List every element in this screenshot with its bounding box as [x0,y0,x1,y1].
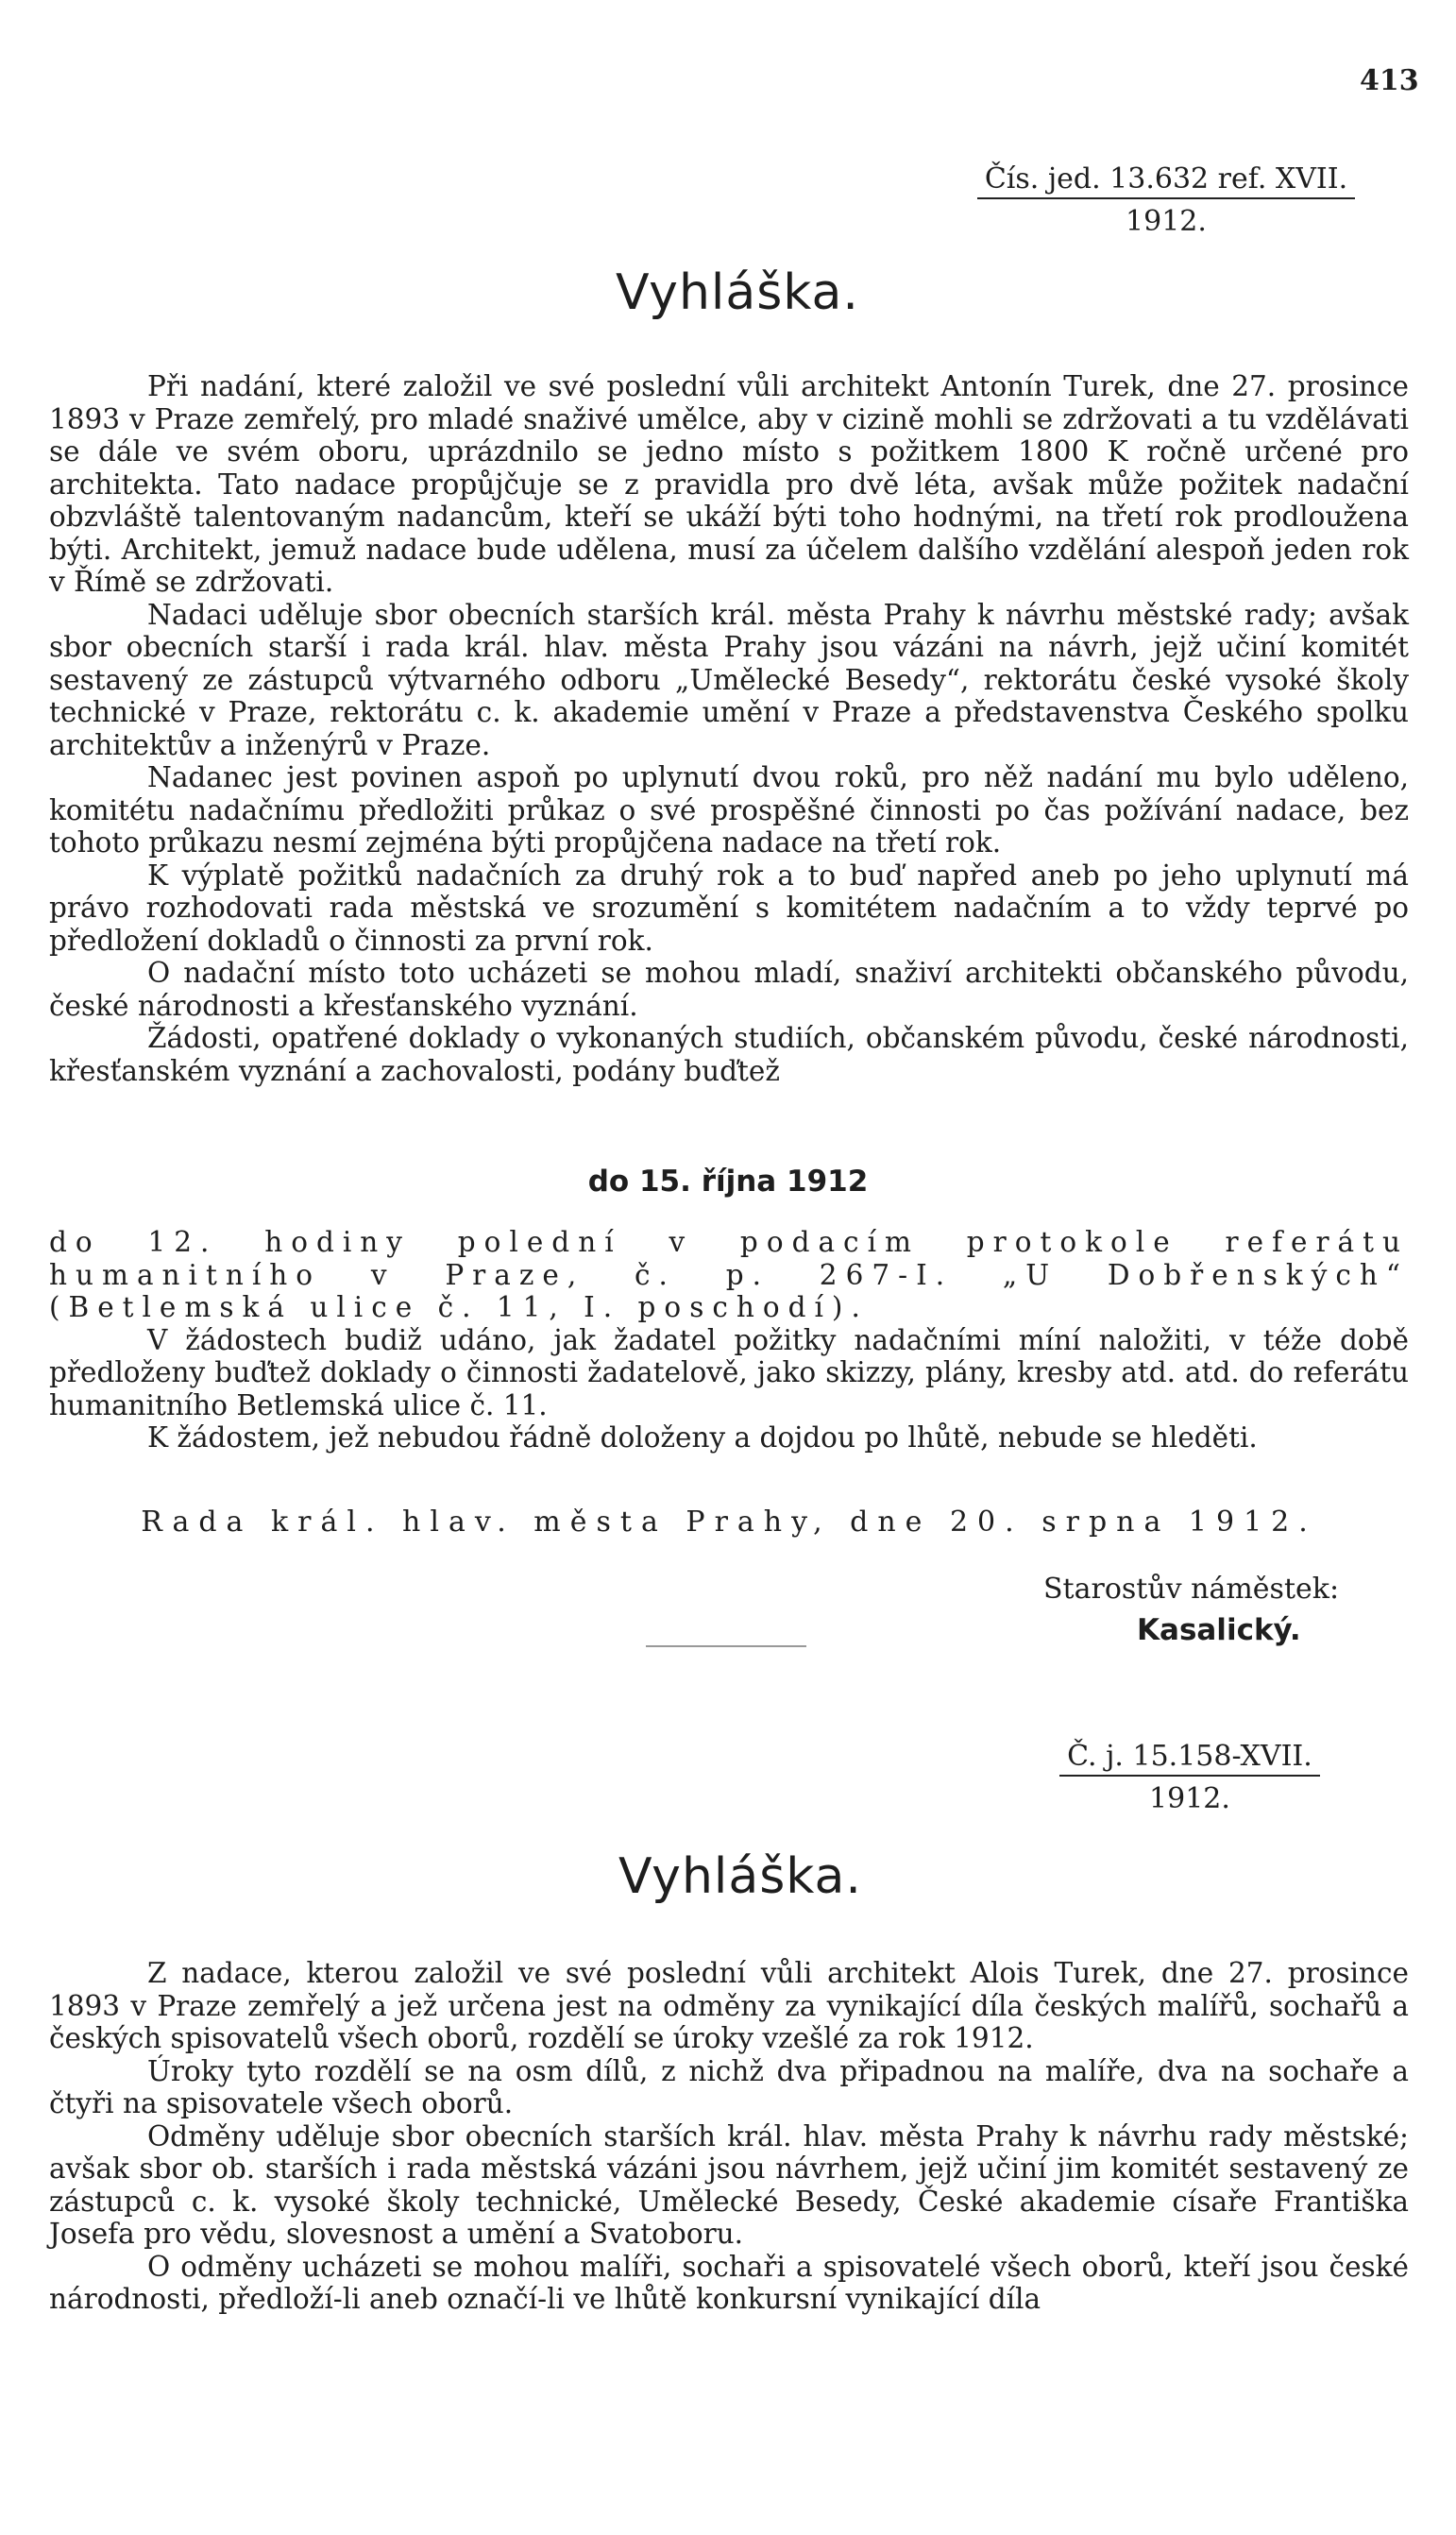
paragraph: O nadační místo toto ucházeti se mohou mladí, snaživí architekti občanského původu, české národnosti a křesťanského vyznání. [49,957,1409,1022]
reference-year: 1912. [1149,1782,1230,1815]
notice-body-1-continued [49,1226,1409,1455]
paragraph: Nadaci uděluje sbor obecních starších král. města Prahy k návrhu městské rady; avšak sbor obecních starší i rada král. hlav. města Prahy jsou vázáni na návrh, jejž učiní komitét sestavený ze zástupců výtvarného odboru „Umělecké Besedy“, rektorátu české vysoké školy technické v Praze, rektorátu c. k. akademie umění v Praze a představenstva Českého spolku architektův a inženýrů v Praze. [49,598,1409,761]
deadline-date: do 15. října 1912 [587,1165,869,1199]
submission-place: do 12. hodiny polední v podacím protokole referátu humanitního v Praze, č. p. 267-I. „U Dobřenských“ (Betlemská ulice č. 11, I. poschodí). [49,1226,1409,1323]
paragraph: Odměny uděluje sbor obecních starších král. hlav. města Prahy k návrhu rady městské; avšak sbor ob. starších i rada městská vázáni jsou návrhem, jejž učiní jim komitét sestavený ze zástupců c. k. vysoké školy technické, Umělecké Besedy, České akademie císaře Františka Josefa pro vědu, slovesnost a umění a Svatoboru. [49,2119,1409,2250]
section-divider [646,1645,806,1647]
reference-number-2 [1010,1740,1369,1815]
notice-title-2: Vyhláška. [618,1848,862,1905]
paragraph: Při nadání, které založil ve své poslední vůli architekt Antonín Turek, dne 27. prosince 1893 v Praze zemřelý, pro mladé snaživé umělce, aby v cizině mohli se zdržovati a tu vzdělávati se dále ve svém oboru, uprázdnilo se jedno místo s požitkem 1800 K ročně určené pro architekta. Tato nadace propůjčuje se z pravidla pro dvě léta, avšak může požitek nadační obzvláště talentovaným nadancům, kteří se ukáží býti toho hodnými, na třetí rok prodloužena býti. Architekt, jemuž nadace bude udělena, musí za účelem dalšího vzdělání alespoň jeden rok v Římě se zdržovati. [49,370,1409,598]
deputy-label: Starostův náměstek: [1043,1573,1340,1606]
reference-number-1 [944,162,1388,238]
paragraph: Úroky tyto rozdělí se na osm dílů, z nichž dva připadnou na malíře, dva na sochaře a čtyři na spisovatele všech oborů. [49,2054,1409,2119]
notice-body-2 [49,1957,1409,2316]
page-number: 413 [1360,64,1419,97]
reference-line: Č. j. 15.158-XVII. [1059,1740,1320,1777]
deputy-name: Kasalický. [1137,1613,1301,1647]
paragraph: Nadanec jest povinen aspoň po uplynutí dvou roků, pro něž nadání mu bylo uděleno, komitétu nadačnímu předložiti průkaz o své prospěšné činnosti po čas požívání nadace, bez tohoto průkazu nesmí zejména býti propůjčena nadace na třetí rok. [49,761,1409,859]
paragraph: Žádosti, opatřené doklady o vykonaných studiích, občanském původu, české národnosti, křesťanském vyznání a zachovalosti, podány buďtež [49,1022,1409,1087]
council-signature-line: Rada král. hlav. města Prahy, dne 20. srpna 1912. [141,1506,1317,1539]
reference-line: Čís. jed. 13.632 ref. XVII. [977,162,1355,199]
reference-year: 1912. [1126,205,1207,238]
notice-title-1: Vyhláška. [616,264,859,321]
notice-body-1 [49,370,1409,1087]
paragraph: Z nadace, kterou založil ve své poslední vůli architekt Alois Turek, dne 27. prosince 1893 v Praze zemřelý a jež určena jest na odměny za vynikající díla českých malířů, sochařů a českých spisovatelů všech oborů, rozdělí se úroky vzešlé za rok 1912. [49,1957,1409,2054]
paragraph: O odměny ucházeti se mohou malíři, sochaři a spisovatelé všech oborů, kteří jsou české národnosti, předloží-li aneb označí-li ve lhůtě konkursní vynikající díla [49,2250,1409,2315]
paragraph: V žádostech budiž udáno, jak žadatel požitky nadačními míní naložiti, v téže době předloženy buďtež doklady o činnosti žadatelově, jako skizzy, plány, kresby atd. atd. do referátu humanitního Betlemská ulice č. 11. [49,1323,1409,1421]
paragraph: K žádostem, jež nebudou řádně doloženy a dojdou po lhůtě, nebude se hleděti. [147,1421,1258,1454]
paragraph: K výplatě požitků nadačních za druhý rok a to buď napřed aneb po jeho uplynutí má právo rozhodovati rada městská ve srozumění s komitétem nadačním a to vždy teprvé po předložení dokladů o činnosti za první rok. [49,859,1409,957]
